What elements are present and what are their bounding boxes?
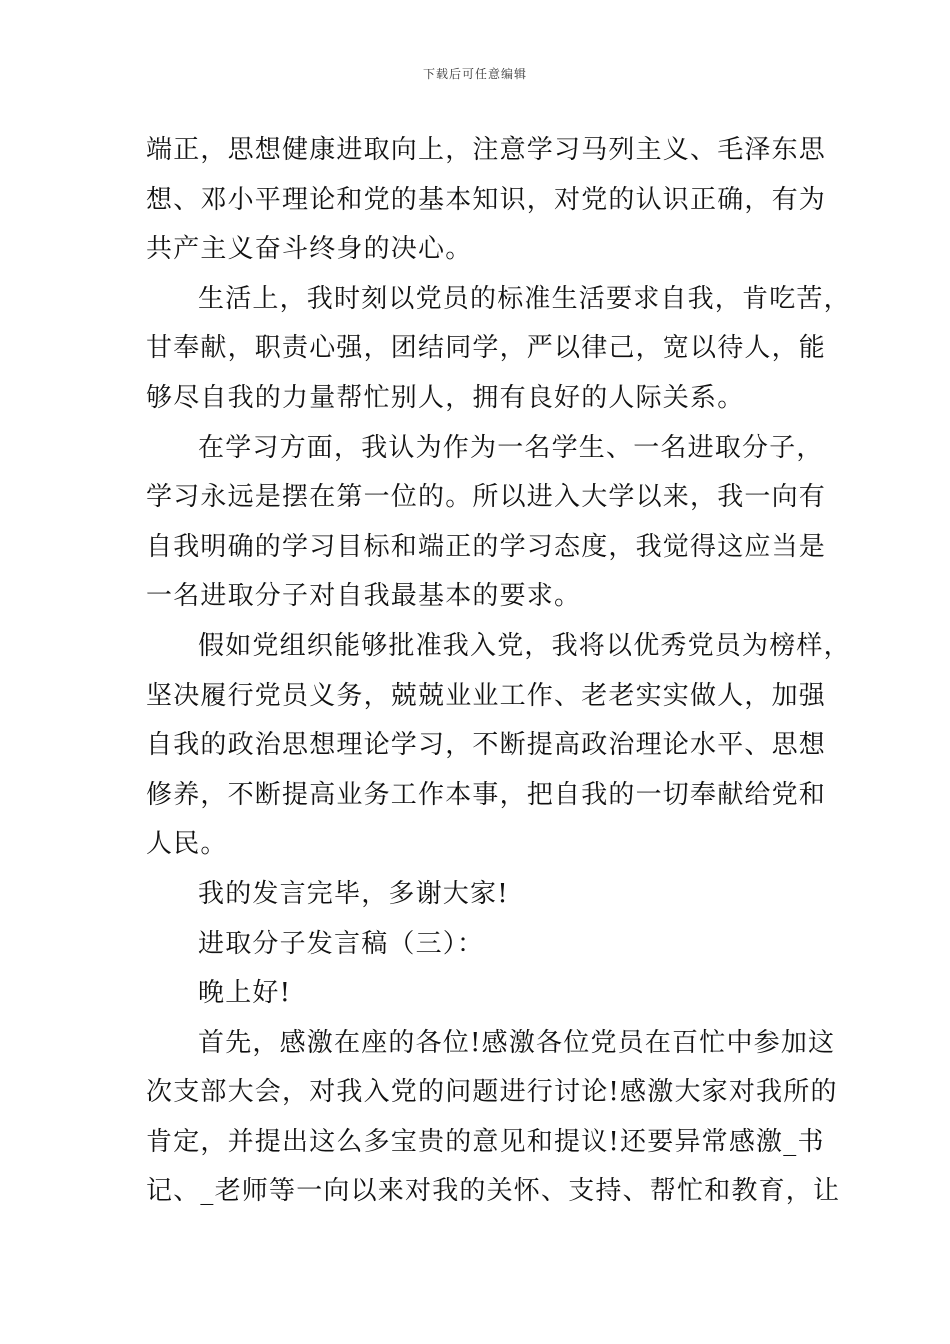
text-line: 一名进取分子对自我最基本的要求。: [146, 581, 582, 612]
text-line: 人民。: [146, 829, 228, 860]
text-line: 够尽自我的力量帮忙别人，拥有良好的人际关系。: [146, 382, 745, 413]
text-line: 首先，感激在座的各位!感激各位党员在百忙中参加这: [198, 1027, 836, 1058]
text-line: 进取分子发言稿（三）：: [198, 928, 485, 959]
text-line: 在学习方面，我认为作为一名学生、一名进取分子，: [198, 432, 824, 463]
page-header: 下载后可任意编辑: [422, 67, 527, 81]
text-line: 自我明确的学习目标和端正的学习态度，我觉得这应当是: [146, 531, 827, 562]
text-line: 自我的政治思想理论学习，不断提高政治理论水平、思想: [146, 730, 827, 761]
text-line: 坚决履行党员义务，兢兢业业工作、老老实实做人，加强: [146, 680, 827, 711]
text-line: 我的发言完毕，多谢大家!: [198, 878, 509, 909]
text-line: 想、邓小平理论和党的基本知识，对党的认识正确，有为: [146, 184, 827, 215]
text-line: 端正，思想健康进取向上，注意学习马列主义、毛泽东思: [146, 135, 827, 165]
text-line: 记、_老师等一向以来对我的关怀、支持、帮忙和教育，让: [146, 1176, 841, 1207]
body-text: [146, 126, 851, 1217]
text-line: 假如党组织能够批准我入党，我将以优秀党员为榜样，: [198, 630, 851, 661]
text-line: 共产主义奋斗终身的决心。: [146, 234, 473, 265]
text-line: 生活上，我时刻以党员的标准生活要求自我，肯吃苦，: [198, 283, 851, 314]
text-line: 晚上好!: [198, 978, 292, 1009]
text-line: 次支部大会，对我入党的问题进行讨论!感激大家对我所的: [146, 1077, 838, 1108]
text-line: 学习永远是摆在第一位的。所以进入大学以来，我一向有: [146, 482, 827, 513]
text-line: 修养，不断提高业务工作本事，把自我的一切奉献给党和: [146, 779, 827, 810]
text-line: 肯定，并提出这么多宝贵的意见和提议!还要异常感激_书: [146, 1126, 825, 1157]
text-line: 甘奉献，职责心强，团结同学，严以律己，宽以待人，能: [146, 333, 827, 364]
